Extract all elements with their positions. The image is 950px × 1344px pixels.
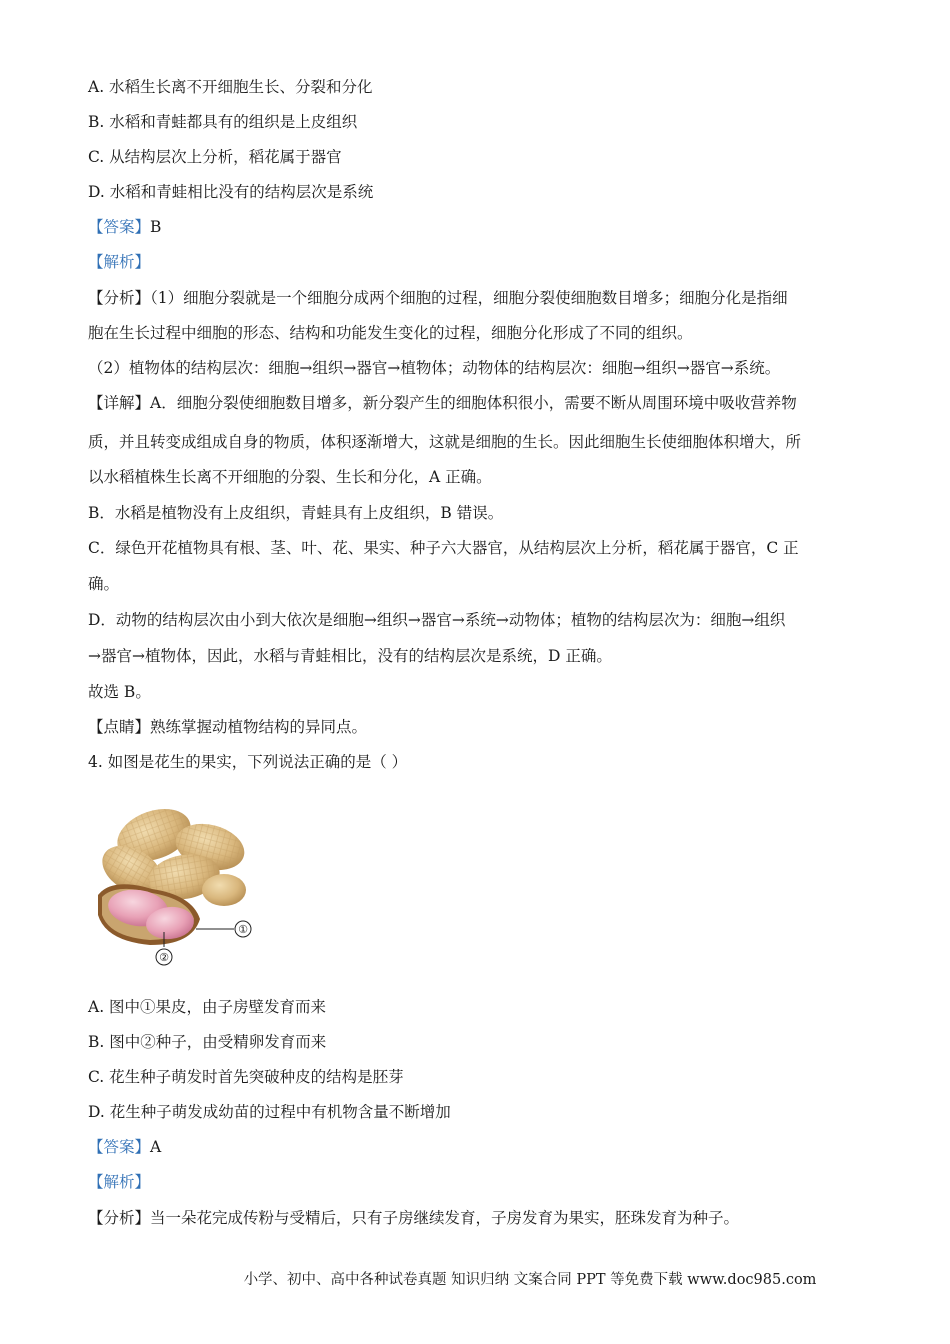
label-2: ② (159, 951, 169, 964)
q4-option-b: B. 图中②种子，由受精卵发育而来 (88, 1033, 327, 1051)
q4-option-d: D. 花生种子萌发成幼苗的过程中有机物含量不断增加 (88, 1103, 451, 1121)
label-1: ① (238, 923, 248, 936)
q3-option-c: C. 从结构层次上分析，稻花属于器官 (88, 148, 342, 166)
analysis-tag: 【解析】 (88, 253, 151, 271)
q4-answer (88, 1137, 161, 1157)
answer-tag: 【答案】 (88, 1138, 151, 1156)
q3-analysis-tag (88, 252, 150, 272)
peanut-figure (92, 795, 267, 970)
page-footer: 小学、初中、高中各种试卷真题 知识归纳 文案合同 PPT 等免费下载 www.doc985.com (243, 1272, 817, 1288)
q4-stem: 4. 如图是花生的果实，下列说法正确的是（ ） (88, 753, 408, 771)
q3-detail-c1: C．绿色开花植物具有根、茎、叶、花、果实、种子六大器官，从结构层次上分析，稻花属于器官，C 正 (88, 539, 799, 557)
q3-detail-c2: 确。 (88, 575, 120, 593)
q3-detail-d1: D．动物的结构层次由小到大依次是细胞→组织→器官→系统→动物体；植物的结构层次为：细胞→组织 (88, 611, 786, 629)
q4-analysis-tag (88, 1172, 150, 1192)
fenxi-tag: 【分析】 (88, 289, 151, 307)
q4-option-a: A. 图中①果皮，由子房壁发育而来 (88, 998, 327, 1016)
q3-detail-a2: 质，并且转变成组成自身的物质，体积逐渐增大，这就是细胞的生长。因此细胞生长使细胞体积增大，所 (88, 433, 802, 451)
q3-option-a: A. 水稻生长离不开细胞生长、分裂和分化 (88, 78, 373, 96)
q3-fenxi-line1 (88, 288, 788, 308)
detail-text: A．细胞分裂使细胞数目增多，新分裂产生的细胞体积很小，需要不断从周围环境中吸收营养物 (150, 394, 797, 412)
q3-option-b: B. 水稻和青蛙都具有的组织是上皮组织 (88, 113, 358, 131)
q3-detail-b: B．水稻是植物没有上皮组织，青蛙具有上皮组织，B 错误。 (88, 504, 504, 522)
answer-value: B (150, 218, 162, 236)
q4-option-c: C. 花生种子萌发时首先突破种皮的结构是胚芽 (88, 1068, 404, 1086)
detail-tag: 【详解】 (88, 394, 151, 412)
answer-value: A (150, 1138, 162, 1156)
fenxi-text: （1）细胞分裂就是一个细胞分成两个细胞的过程，细胞分裂使细胞数目增多；细胞分化是指细 (150, 289, 788, 307)
q3-detail-d2: →器官→植物体，因此，水稻与青蛙相比，没有的结构层次是系统，D 正确。 (88, 647, 612, 665)
q3-conclusion: 故选 B。 (88, 683, 151, 701)
q3-detail-a1 (88, 393, 797, 413)
q3-tip (88, 717, 367, 737)
peanut-image (92, 795, 267, 970)
tip-text: 熟练掌握动植物结构的异同点。 (150, 718, 368, 736)
q3-fenxi-line2: 胞在生长过程中细胞的形态、结构和功能发生变化的过程，细胞分化形成了不同的组织。 (88, 324, 693, 342)
q3-detail-a3: 以水稻植株生长离不开细胞的分裂、生长和分化，A 正确。 (88, 468, 492, 486)
answer-tag: 【答案】 (88, 218, 151, 236)
q3-fenxi-line3: （2）植物体的结构层次：细胞→组织→器官→植物体；动物体的结构层次：细胞→组织→器官→系统。 (88, 359, 781, 377)
fenxi-tag: 【分析】 (88, 1209, 151, 1227)
q4-fenxi (88, 1208, 739, 1228)
q3-option-d: D. 水稻和青蛙相比没有的结构层次是系统 (88, 183, 374, 201)
q3-answer (88, 217, 161, 237)
fenxi-text: 当一朵花完成传粉与受精后，只有子房继续发育，子房发育为果实，胚珠发育为种子。 (150, 1209, 740, 1227)
tip-tag: 【点睛】 (88, 718, 151, 736)
analysis-tag: 【解析】 (88, 1173, 151, 1191)
